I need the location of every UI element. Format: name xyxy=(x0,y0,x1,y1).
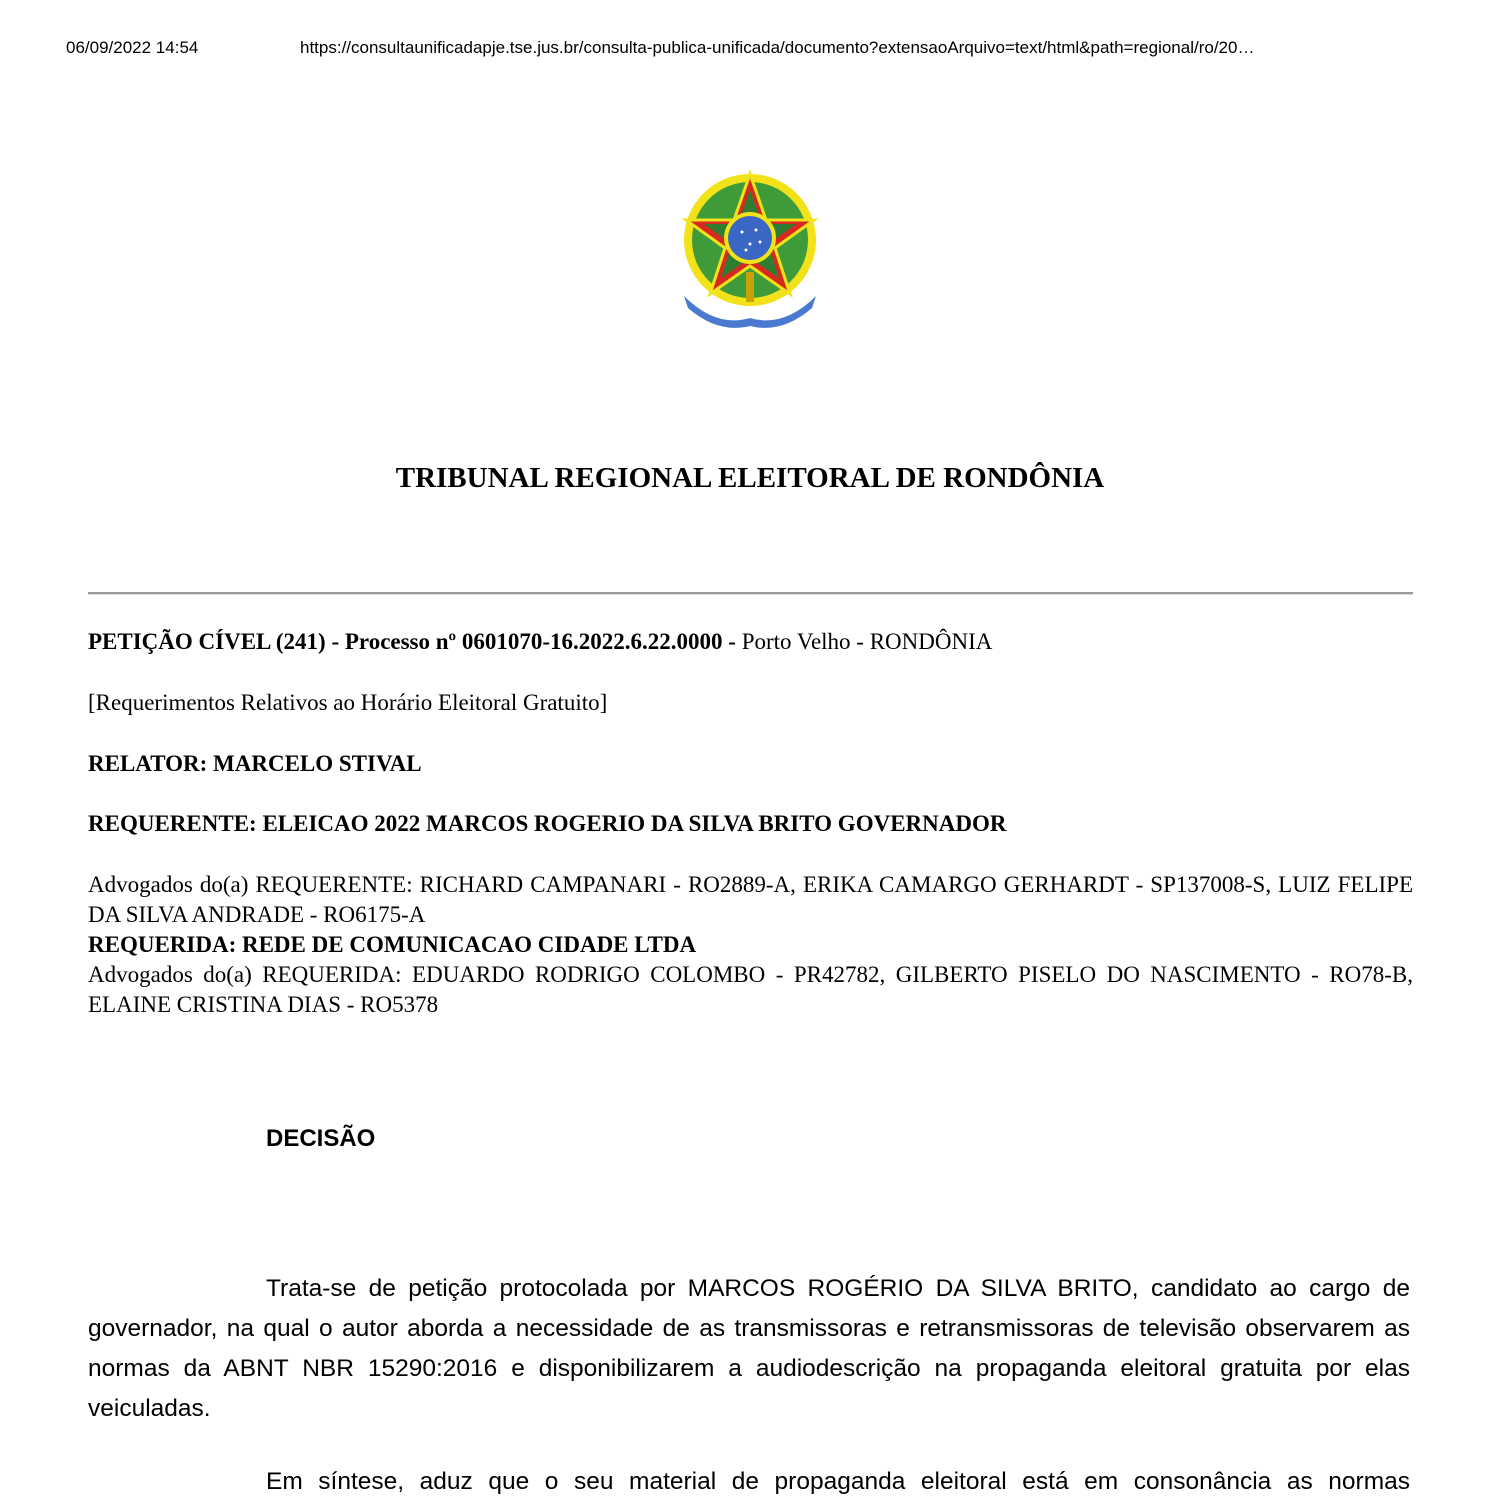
decision-paragraph: Em síntese, aduz que o seu material de propaganda eleitoral está em consonância as normas xyxy=(266,1468,1410,1495)
case-header xyxy=(88,627,1413,657)
court-title: TRIBUNAL REGIONAL ELEITORAL DE RONDÔNIA xyxy=(395,462,1105,494)
party-details xyxy=(88,870,1413,1020)
requerente-lawyers: Advogados do(a) REQUERENTE: RICHARD CAMPANARI - RO2889-A, ERIKA CAMARGO GERHARDT - SP137008-S, LUIZ FELIPE DA SILVA ANDRADE - RO6175-A xyxy=(88,872,1413,927)
decision-paragraph: Trata-se de petição protocolada por MARCOS ROGÉRIO DA SILVA BRITO, candidato ao cargo de governador, na qual o autor aborda a necessidade de as transmissoras e retransmissoras de televisão observarem as normas da ABNT NBR 15290:2016 e disponibilizarem a audiodescrição na propaganda eleitoral gratuita por elas veiculadas. xyxy=(88,1275,1410,1422)
case-subject: [Requerimentos Relativos ao Horário Eleitoral Gratuito] xyxy=(88,690,608,715)
requerida-lawyers: Advogados do(a) REQUERIDA: EDUARDO RODRIGO COLOMBO - PR42782, GILBERTO PISELO DO NASCIMENTO - RO78-B, ELAINE CRISTINA DIAS - RO5378 xyxy=(88,962,1413,1017)
case-location: Porto Velho - RONDÔNIA xyxy=(735,629,993,654)
print-datetime: 06/09/2022 14:54 xyxy=(66,38,199,57)
relator: RELATOR: MARCELO STIVAL xyxy=(88,751,422,776)
case-class-number: PETIÇÃO CÍVEL (241) - Processo nº 0601070-16.2022.6.22.0000 - xyxy=(88,629,736,654)
print-url: https://consultaunificadapje.tse.jus.br/consulta-publica-unificada/documento?extensaoArquivo=text/html&path=regional/ro/20… xyxy=(300,38,1255,57)
divider xyxy=(88,592,1413,595)
requerida: REQUERIDA: REDE DE COMUNICACAO CIDADE LTDA xyxy=(88,932,697,957)
brazil-coat-of-arms-icon xyxy=(676,168,824,334)
requerente: REQUERENTE: ELEICAO 2022 MARCOS ROGERIO DA SILVA BRITO GOVERNADOR xyxy=(88,811,1007,836)
decision-heading: DECISÃO xyxy=(266,1125,376,1152)
